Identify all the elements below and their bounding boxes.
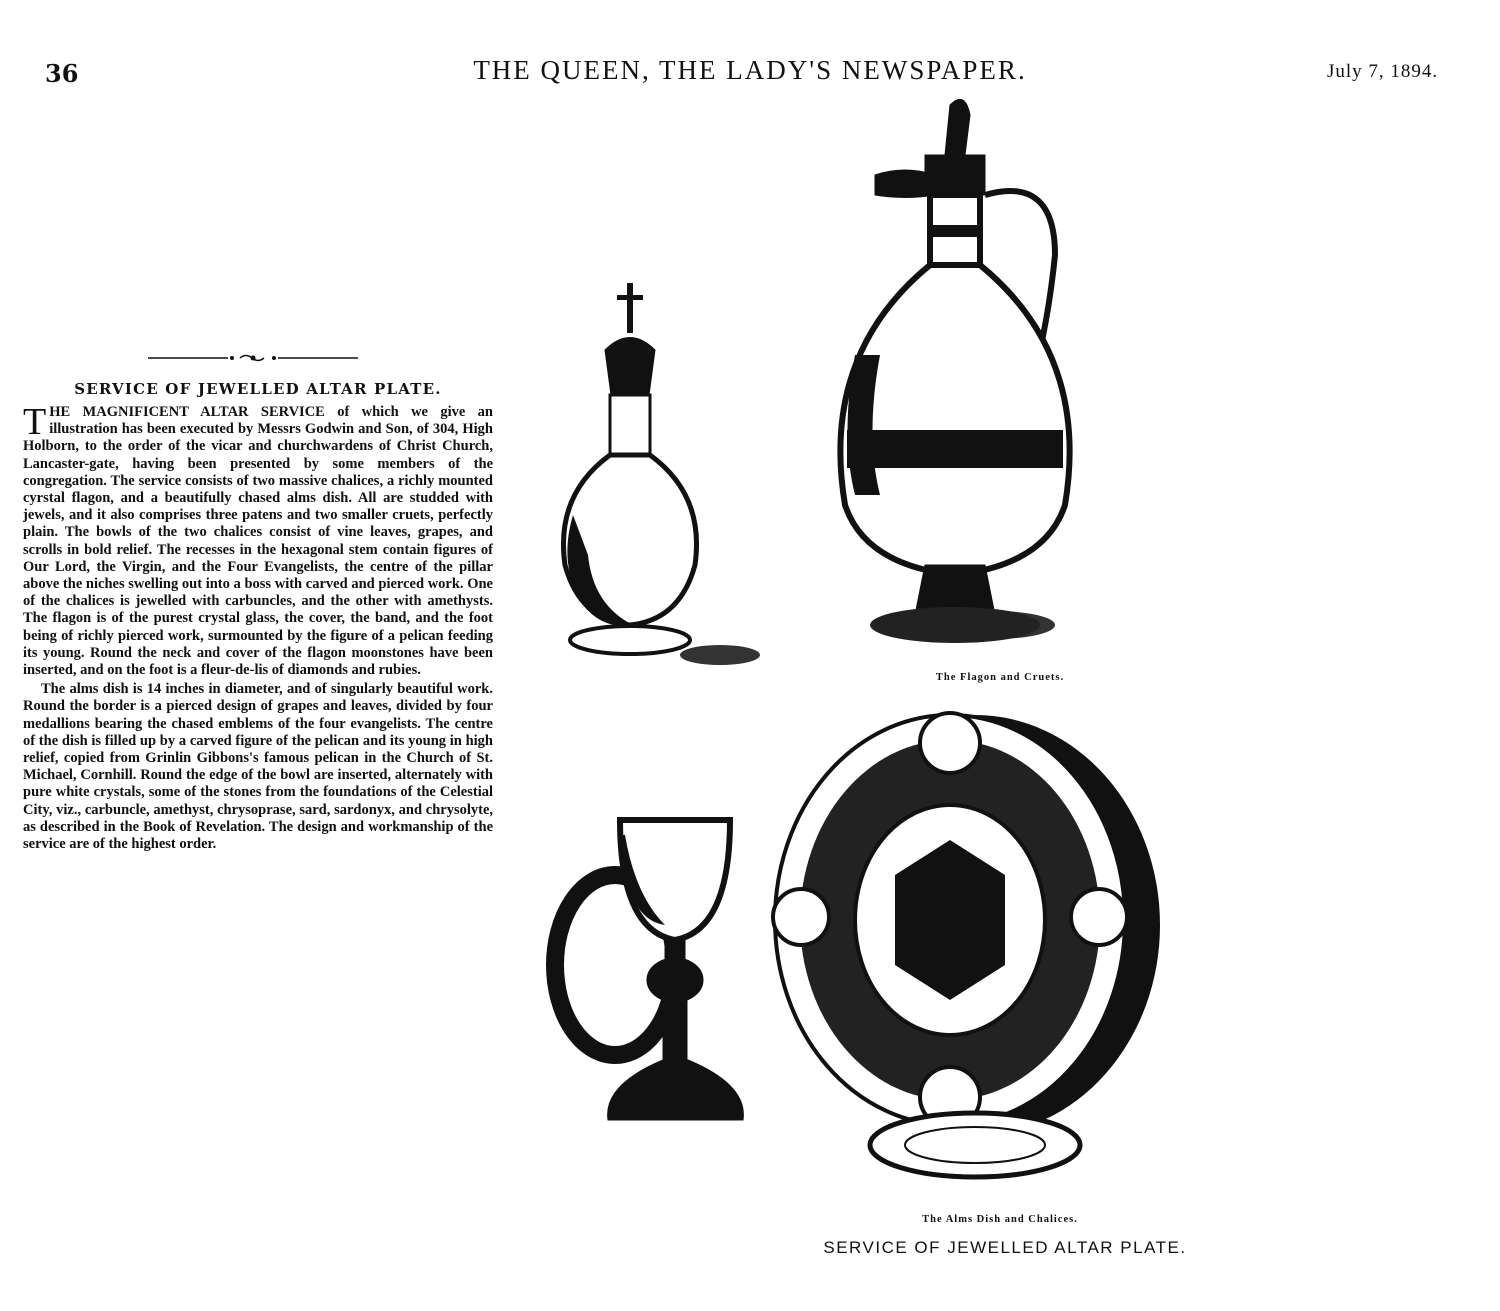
- altar-plate-engraving: [545, 95, 1185, 1230]
- article-paragraph-2: The alms dish is 14 inches in diameter, and of singularly beautiful work. Round the border is a pierced design of grapes and leaves, divided by four medallions bearing the chased emblems of the four evangelists. The centre of the dish is filled up by a carved figure of the pelican and its young in high relief, copied from Grinlin Gibbons's famous pelican in the Church of St. Michael, Cornhill. Round the edge of the bowl are inserted, alternately with pure white crystals, some of the stones from the foundations of the Celestial City, viz., carbuncle, amethyst, chrysoprase, sard, sardonyx, and chrysolyte, as described in the Book of Revelation. The design and workmanship of the service are of the highest order.: [23, 681, 493, 853]
- caption-alms-dish-and-chalices: The Alms Dish and Chalices.: [922, 1214, 1078, 1225]
- flagon-illustration: [840, 99, 1069, 643]
- ornament-divider: [148, 350, 358, 366]
- left-cruet-illustration: [563, 283, 760, 665]
- article-title: SERVICE OF JEWELLED ALTAR PLATE.: [74, 380, 442, 398]
- drop-cap: T: [23, 401, 47, 443]
- paragraph-1-text: HE MAGNIFICENT ALTAR SERVICE of which we give an illustration has been executed by Messrs Godwin and Son, of 304, High Holborn, to the order of the vicar and churchwardens of Christ Church, Lancaster-gate, having been presented by some members of the congregation. The service consists of two massive chalices, a richly mounted cyrstal flagon, and a beautifully chased alms dish. All are studded with jewels, and it also comprises three patens and two smaller cruets, perfectly plain. The bowls of the two chalices consist of vine leaves, grapes, and scrolls in bold relief. The recesses in the hexagonal stem contain figures of Our Lord, the Virgin, and the Four Evangelists, the centre of the pillar above the niches swelling out into a boss with carved and pierced work. One of the chalices is jewelled with carbuncles, and the other with amethysts. The flagon is of the purest crystal glass, the cover, the band, and the foot being of richly pierced work, surmounted by the figure of a pelican feeding its young. Round the neck and cover of the flagon moonstones have been inserted, and on the foot is a fleur-de-lis of diamonds and rubies.: [23, 404, 493, 679]
- illustration-title: SERVICE OF JEWELLED ALTAR PLATE.: [823, 1238, 1187, 1257]
- engraving-illustration: [545, 95, 1185, 1230]
- alms-dish-illustration: [773, 713, 1160, 1135]
- left-chalice-illustration: [555, 820, 743, 1120]
- caption-flagon-and-cruets: The Flagon and Cruets.: [935, 672, 1065, 683]
- article-paragraph-1: [23, 401, 493, 679]
- newspaper-masthead: THE QUEEN, THE LADY'S NEWSPAPER.: [473, 55, 1027, 85]
- article: [23, 380, 493, 853]
- paten-illustration: [870, 1113, 1080, 1177]
- issue-date: July 7, 1894.: [1327, 61, 1439, 82]
- page-number: 36: [45, 59, 79, 88]
- page-header: [0, 55, 1500, 95]
